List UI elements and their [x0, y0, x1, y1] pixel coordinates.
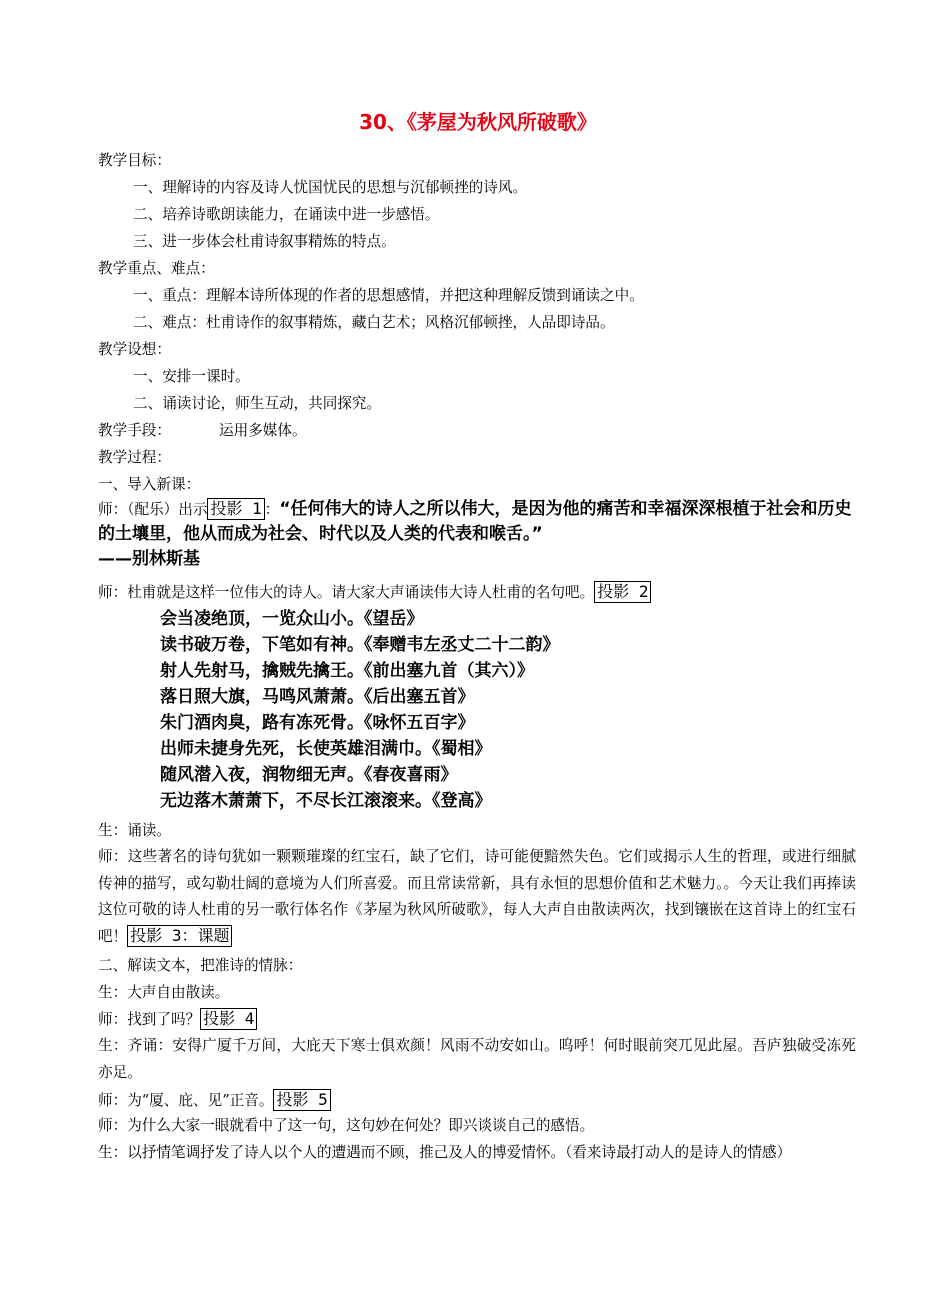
means-label: 教学手段：	[98, 422, 171, 439]
verse-line: 朱门酒肉臭，路有冻死骨。《咏怀五百字》	[160, 713, 475, 733]
teacher-text: 师：找到了吗？	[98, 1011, 201, 1028]
teacher-text: 师：杜甫就是这样一位伟大的诗人。请大家大声诵读伟大诗人杜甫的名句吧。	[98, 584, 595, 601]
design-item: 一、安排一课时。	[133, 368, 250, 385]
student-paragraph: 生：齐诵：安得广厦千万间，大庇天下寒士俱欢颜！风雨不动安如山。呜呼！何时眼前突兀见此屋。吾庐独破受冻死亦足。	[98, 1037, 856, 1081]
teacher-paragraph	[98, 844, 856, 950]
projection-box: 投影 2	[594, 581, 651, 603]
goal-item: 二、培养诗歌朗读能力，在诵读中进一步感悟。	[133, 206, 440, 223]
goal-item: 三、进一步体会杜甫诗叙事精炼的特点。	[133, 233, 396, 250]
teacher-line	[98, 580, 651, 606]
teacher-line	[98, 1088, 331, 1114]
projection-box: 投影 1	[207, 498, 264, 520]
teacher-line: 师：为什么大家一眼就看中了这一句，这句妙在何处？即兴谈谈自己的感悟。	[98, 1117, 595, 1134]
goal-item: 一、理解诗的内容及诗人忧国忧民的思想与沉郁顿挫的诗风。	[133, 179, 528, 196]
intro-prefix: 师：（配乐）出示	[98, 501, 208, 518]
focus-item: 一、重点：理解本诗所体现的作者的思想感情，并把这种理解反馈到诵读之中。	[133, 287, 644, 304]
verse-line: 落日照大旗，马鸣风萧萧。《后出塞五首》	[160, 687, 475, 707]
section-heading-design: 教学设想：	[98, 341, 171, 358]
teacher-line	[98, 1007, 257, 1033]
section-heading-goals: 教学目标：	[98, 152, 171, 169]
step-heading: 一、导入新课：	[98, 476, 201, 493]
projection-box: 投影 5	[273, 1089, 330, 1111]
verse-line: 读书破万卷，下笔如有神。《奉赠韦左丞丈二十二韵》	[160, 635, 560, 655]
teacher-text: 师：为“厦、庇、见”正音。	[98, 1092, 274, 1109]
step-heading: 二、解读文本，把准诗的情脉：	[98, 957, 303, 974]
teaching-means	[98, 418, 307, 444]
student-line: 生：诵读。	[98, 822, 171, 839]
page-title: 30、《茅屋为秋风所破歌》	[359, 110, 597, 134]
teacher-text: 师：这些著名的诗句犹如一颗颗璀璨的红宝石，缺了它们，诗可能便黯然失色。它们或揭示人生的哲理，或进行细腻传神的描写，或勾勒壮阔的意境为人们所喜爱。而且常读常新，具有永恒的思想价值和艺术魅力。。今天让我们再捧读这位可敬的诗人杜甫的另一歌行体名作《茅屋为秋风所破歌》，每人大声自由散读两次，找到镶嵌在这首诗上的红宝石吧！	[98, 848, 856, 945]
verse-line: 会当凌绝顶，一览众山小。《望岳》	[160, 609, 424, 629]
student-paragraph: 生：以抒情笔调抒发了诗人以个人的遭遇而不顾，推己及人的博爱情怀。（看来诗最打动人的是诗人的情感）	[98, 1144, 792, 1161]
projection-box: 投影 4	[200, 1008, 257, 1030]
verse-line: 随风潜入夜，润物细无声。《春夜喜雨》	[160, 765, 458, 785]
student-line: 生：大声自由散读。	[98, 984, 230, 1001]
verse-line: 出师未捷身先死，长使英雄泪满巾。《蜀相》	[160, 739, 492, 759]
design-item: 二、诵读讨论，师生互动，共同探究。	[133, 395, 382, 412]
quote-author: ——别林斯基	[98, 549, 200, 569]
intro-quote: “任何伟大的诗人之所以伟大，是因为他的痛苦和幸福深深根植于社会和历史的土壤里，他从而成为社会、时代以及人类的代表和喉舌。”	[98, 499, 852, 544]
verse-line: 无边落木萧萧下，不尽长江滚滚来。《登高》	[160, 791, 492, 811]
section-heading-focus: 教学重点、难点：	[98, 260, 215, 277]
verse-line: 射人先射马，擒贼先擒王。《前出塞九首（其六）》	[160, 661, 534, 681]
intro-quote-block	[98, 497, 856, 572]
projection-box: 投影 3：课题	[127, 925, 232, 947]
focus-item: 二、难点：杜甫诗作的叙事精炼，藏白艺术；风格沉郁顿挫，人品即诗品。	[133, 314, 615, 331]
intro-colon: ：	[264, 501, 280, 518]
means-value: 运用多媒体。	[218, 422, 307, 439]
section-heading-process: 教学过程：	[98, 449, 171, 466]
